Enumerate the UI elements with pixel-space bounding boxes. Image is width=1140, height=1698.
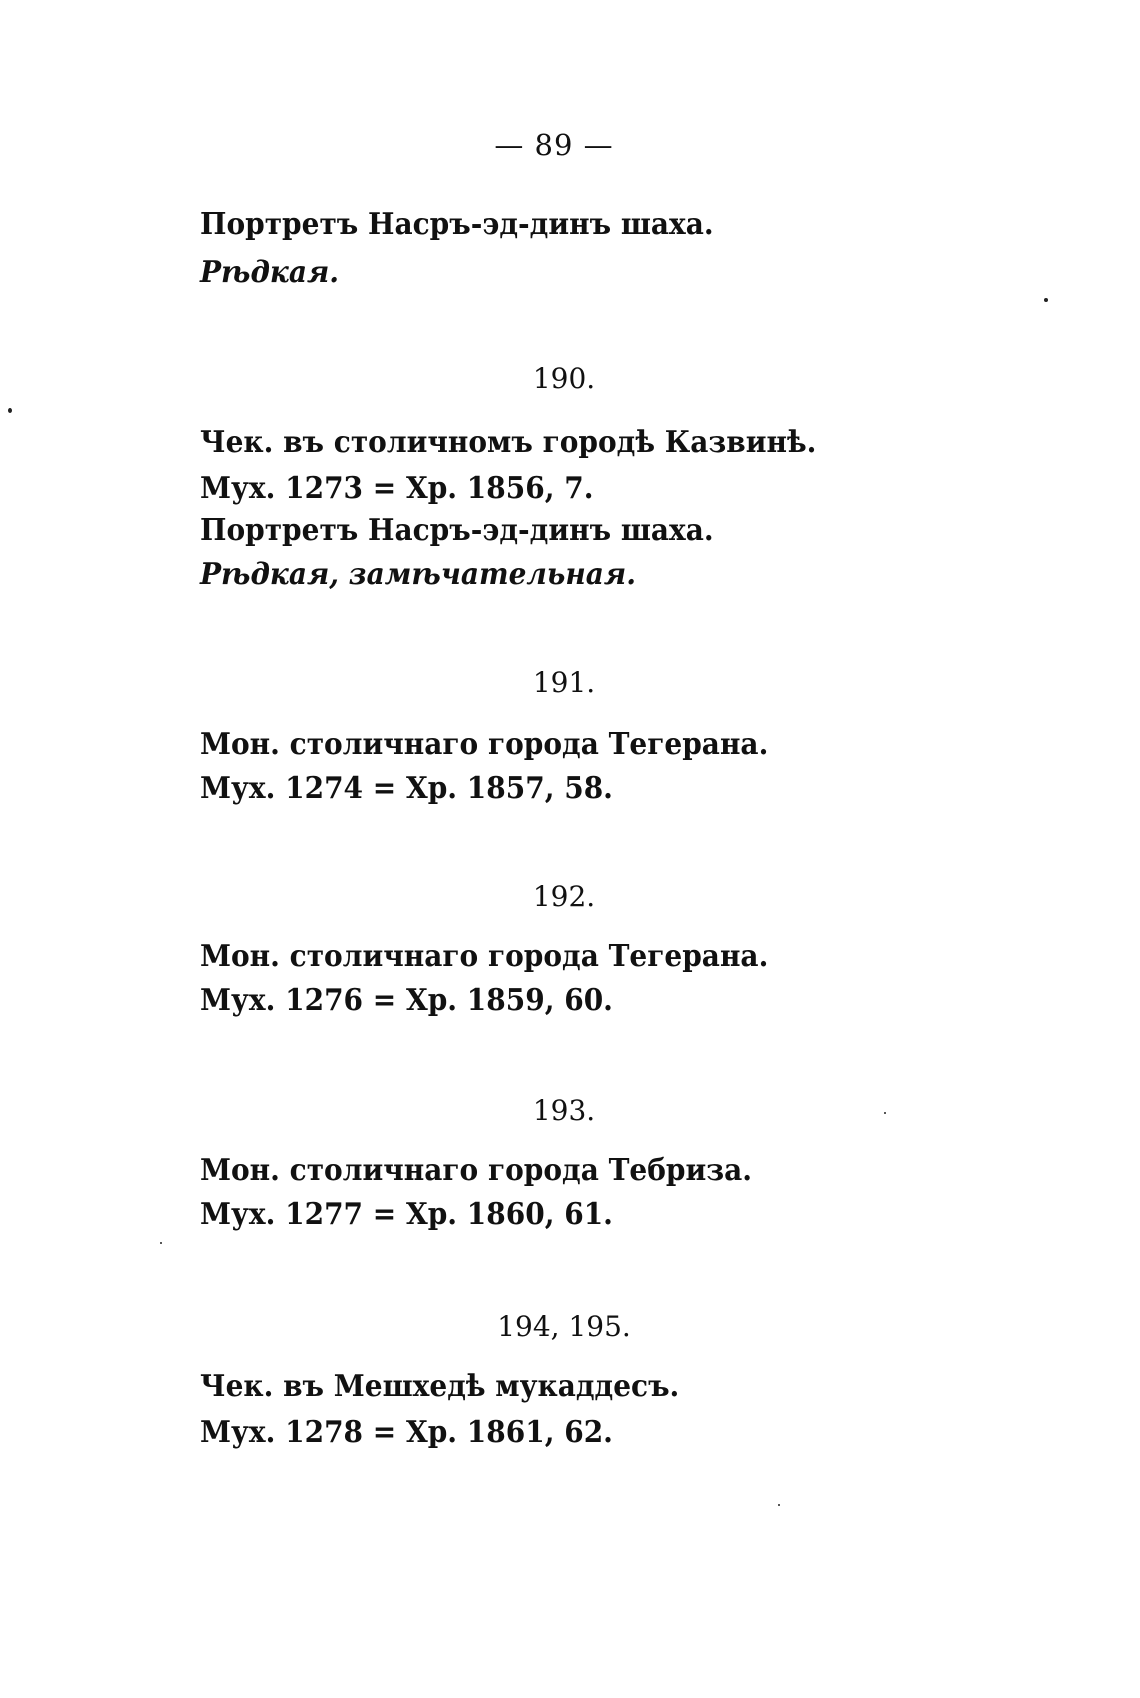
rarity-note: Рѣдкая. [200,254,340,290]
entry-number-label: 192. [532,880,596,913]
portrait-line: Портретъ Насръ-эд-динъ шаха. [200,206,714,242]
entry-line: Мух. 1277 = Хр. 1860, 61. [200,1196,613,1232]
entry-number [0,880,1140,913]
scan-speck [1044,298,1048,302]
entry-number-label: 190. [532,362,596,395]
entry-number-label: 194, 195. [497,1310,631,1343]
entry-line: Мух. 1274 = Хр. 1857, 58. [200,770,613,806]
entry-number [0,1094,1140,1127]
scan-speck [884,1112,886,1114]
entry-number [0,362,1140,395]
entry-line: Мух. 1278 = Хр. 1861, 62. [200,1414,613,1450]
entry-line: Мух. 1273 = Хр. 1856, 7. [200,470,594,506]
entry-number [0,666,1140,699]
entry-line: Мон. столичнаго города Тебриза. [200,1152,753,1188]
entry-line: Мон. столичнаго города Тегерана. [200,938,769,974]
scan-speck [778,1504,780,1506]
rarity-note: Рѣдкая, замѣчательная. [200,556,636,592]
page-number-label: — 89 — [494,128,614,162]
entry-number-label: 191. [532,666,596,699]
entry-number [0,1310,1140,1343]
entry-line: Мух. 1276 = Хр. 1859, 60. [200,982,613,1018]
scan-speck [8,408,12,413]
entry-line: Портретъ Насръ-эд-динъ шаха. [200,512,714,548]
entry-line: Мон. столичнаго города Тегерана. [200,726,769,762]
entry-line: Чек. въ Мешхедѣ мукаддесъ. [200,1368,680,1404]
scan-speck [160,1242,162,1244]
entry-line: Чек. въ столичномъ городѣ Казвинѣ. [200,424,817,460]
page-number [0,128,1140,162]
entry-number-label: 193. [532,1094,596,1127]
